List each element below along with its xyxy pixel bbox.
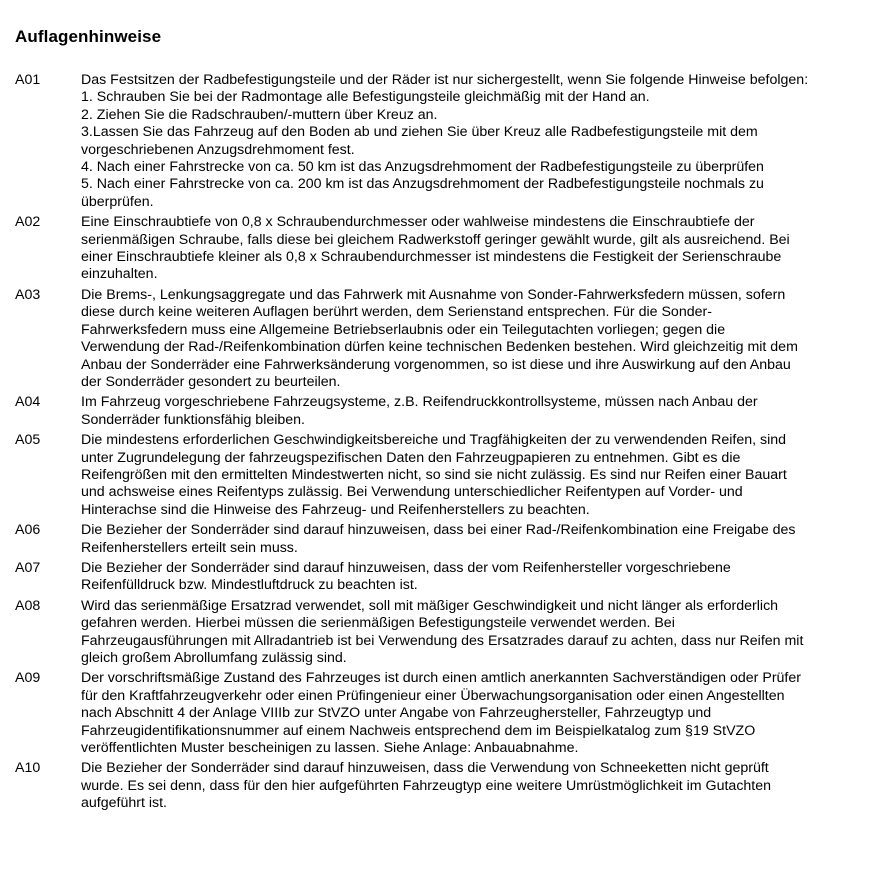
note-line: Die Bezieher der Sonderräder sind darauf hinzuweisen, dass die Verwendung von Schneeketten nicht geprüft: [81, 760, 769, 777]
note-text: [81, 72, 856, 211]
note-line: Reifenherstellers erteilt sein muss.: [81, 539, 298, 556]
note-text: [81, 214, 856, 284]
note-line: aufgeführt ist.: [81, 795, 167, 812]
note-line: unter Zugrundelegung der fahrzeugspezifischen Daten den Fahrzeugpapieren zu entnehmen. Gibt es die: [81, 449, 741, 466]
note-code: A07: [15, 559, 41, 576]
note-line: Verwendung der Rad-/Reifenkombination dürfen keine technischen Bedenken bestehen. Wird gleichzeitig mit dem: [81, 339, 798, 356]
note-text: [81, 522, 856, 557]
note-code: A04: [15, 394, 41, 411]
note-item-a01: [15, 72, 875, 211]
note-line: Der vorschriftsmäßige Zustand des Fahrzeuges ist durch einen amtlich anerkannten Sachverständigen oder Prüfer: [81, 670, 801, 687]
note-line: Fahrzeugausführungen mit Allradantrieb ist bei Verwendung des Ersatzrades darauf zu achten, dass nur Reifen mit: [81, 632, 804, 649]
note-text: [81, 432, 856, 519]
note-text: [81, 760, 856, 812]
note-line: 4. Nach einer Fahrstrecke von ca. 50 km ist das Anzugsdrehmoment der Radbefestigungsteile zu überprüfen: [81, 159, 764, 176]
note-item-a02: [15, 214, 875, 284]
note-line: wurde. Es sei denn, dass für den hier aufgeführten Fahrzeugtyp eine weitere Umrüstmöglichkeit im Gutachten: [81, 777, 772, 794]
note-item-a09: [15, 670, 875, 757]
note-line: der Sonderräder gesondert zu beurteilen.: [81, 373, 341, 390]
note-line: Im Fahrzeug vorgeschriebene Fahrzeugsysteme, z.B. Reifendruckkontrollsysteme, müssen nach Anbau der: [81, 394, 758, 411]
note-line: veröffentlichten Muster bescheinigen zu lassen. Siehe Anlage: Anbauabnahme.: [81, 740, 579, 757]
note-text: [81, 394, 856, 429]
note-line: gefahren werden. Hierbei müssen die serienmäßigen Befestigungsteile verwendet werden. Bei: [81, 615, 675, 632]
note-code: A05: [15, 432, 41, 449]
note-line: Das Festsitzen der Radbefestigungsteile und der Räder ist nur sichergestellt, wenn Sie folgende Hinweise befolgen:: [81, 72, 809, 88]
note-code: A06: [15, 522, 41, 539]
note-item-a05: [15, 432, 875, 519]
note-line: für den Kraftfahrzeugverkehr oder einen Prüfingenieur einer Überwachungsorganisation oder einen Angestellten: [81, 687, 785, 704]
note-code: A03: [15, 286, 41, 303]
note-line: Die Bezieher der Sonderräder sind darauf hinzuweisen, dass der vom Reifenhersteller vorgeschriebene: [81, 559, 731, 576]
note-line: Reifenfülldruck bzw. Mindestluftdruck zu beachten ist.: [81, 577, 418, 594]
note-code: A09: [15, 670, 41, 687]
note-line: einzuhalten.: [81, 266, 158, 283]
note-code: A08: [15, 597, 41, 614]
note-line: 2. Ziehen Sie die Radschrauben/-muttern über Kreuz an.: [81, 106, 438, 123]
note-code: A01: [15, 72, 41, 88]
note-item-a06: [15, 522, 875, 557]
note-line: diese durch keine weiteren Auflagen berührt werden, dem Serienstand entsprechen. Für die Sonder-: [81, 304, 712, 321]
note-line: und achsweise eines Reifentyps zulässig. Bei Verwendung unterschiedlicher Reifentypen auf Vorder- und: [81, 484, 743, 501]
note-line: serienmäßigen Schraube, falls diese bei gleichem Radwerkstoff geringer gewählt wurde, gilt als ausreichend. Bei: [81, 231, 790, 248]
note-item-a03: [15, 287, 875, 391]
note-line: 5. Nach einer Fahrstrecke von ca. 200 km ist das Anzugsdrehmoment der Radbefestigungsteile nochmals zu: [81, 176, 764, 193]
note-line: Eine Einschraubtiefe von 0,8 x Schraubendurchmesser oder wahlweise mindestens die Einschraubtiefe der: [81, 214, 755, 231]
note-line: gleich großem Abrollumfang zulässig sind.: [81, 650, 347, 666]
note-text: [81, 598, 856, 668]
note-line: Sonderräder funktionsfähig bleiben.: [81, 411, 306, 428]
note-line: Fahrwerksfedern muss eine Allgemeine Betriebserlaubnis oder ein Teilegutachten vorliegen; gegen die: [81, 321, 726, 338]
note-item-a07: [15, 560, 875, 595]
note-text: [81, 287, 856, 391]
note-text: [81, 560, 856, 595]
note-line: vorgeschriebenen Anzugsdrehmoment fest.: [81, 141, 355, 158]
note-line: Die Bezieher der Sonderräder sind darauf hinzuweisen, dass bei einer Rad-/Reifenkombination eine Freigabe des: [81, 522, 796, 539]
note-line: Fahrzeugidentifikationsnummer auf einem Nachweis entsprechend dem im Beispielkatalog zum §19 StVZO: [81, 722, 756, 739]
note-line: nach Abschnitt 4 der Anlage VIIIb zur StVZO unter Angabe von Fahrzeughersteller, Fahrzeugtyp und: [81, 705, 712, 722]
note-text: [81, 670, 856, 757]
note-line: Die Brems-, Lenkungsaggregate und das Fahrwerk mit Ausnahme von Sonder-Fahrwerksfedern müssen, sofern: [81, 286, 786, 303]
note-item-a08: [15, 598, 875, 668]
note-line: 1. Schrauben Sie bei der Radmontage alle Befestigungsteile gleichmäßig mit der Hand an.: [81, 89, 650, 106]
note-line: Anbau der Sonderräder eine Fahrwerksänderung vorgenommen, so ist diese und ihre Auswirkung auf den Anbau: [81, 356, 791, 373]
note-line: Wird das serienmäßige Ersatzrad verwendet, soll mit mäßiger Geschwindigkeit und nicht länger als erforderlich: [81, 597, 779, 614]
page-title: Auflagenhinweise: [15, 27, 162, 46]
note-item-a10: [15, 760, 875, 812]
notes-list: [15, 72, 875, 816]
note-line: Reifengrößen mit den ermittelten Mindestwerten nicht, so sind sie nicht zulässig. Es sind nur Reifen einer Bauart: [81, 466, 787, 483]
note-line: einer Einschraubtiefe kleiner als 0,8 x Schraubendurchmesser ist mindestens die Festigkeit der Serienschraube: [81, 249, 782, 266]
note-line: 3.Lassen Sie das Fahrzeug auf den Boden ab und ziehen Sie über Kreuz alle Radbefestigungsteile mit dem: [81, 124, 758, 141]
note-line: Hinterachse sind die Hinweise des Fahrzeug- und Reifenherstellers zu beachten.: [81, 501, 590, 518]
note-line: Die mindestens erforderlichen Geschwindigkeitsbereiche und Tragfähigkeiten der zu verwendenden Reifen, sind: [81, 432, 787, 449]
note-item-a04: [15, 394, 875, 429]
note-code: A02: [15, 214, 41, 231]
note-code: A10: [15, 760, 41, 777]
note-line: überprüfen.: [81, 193, 154, 210]
